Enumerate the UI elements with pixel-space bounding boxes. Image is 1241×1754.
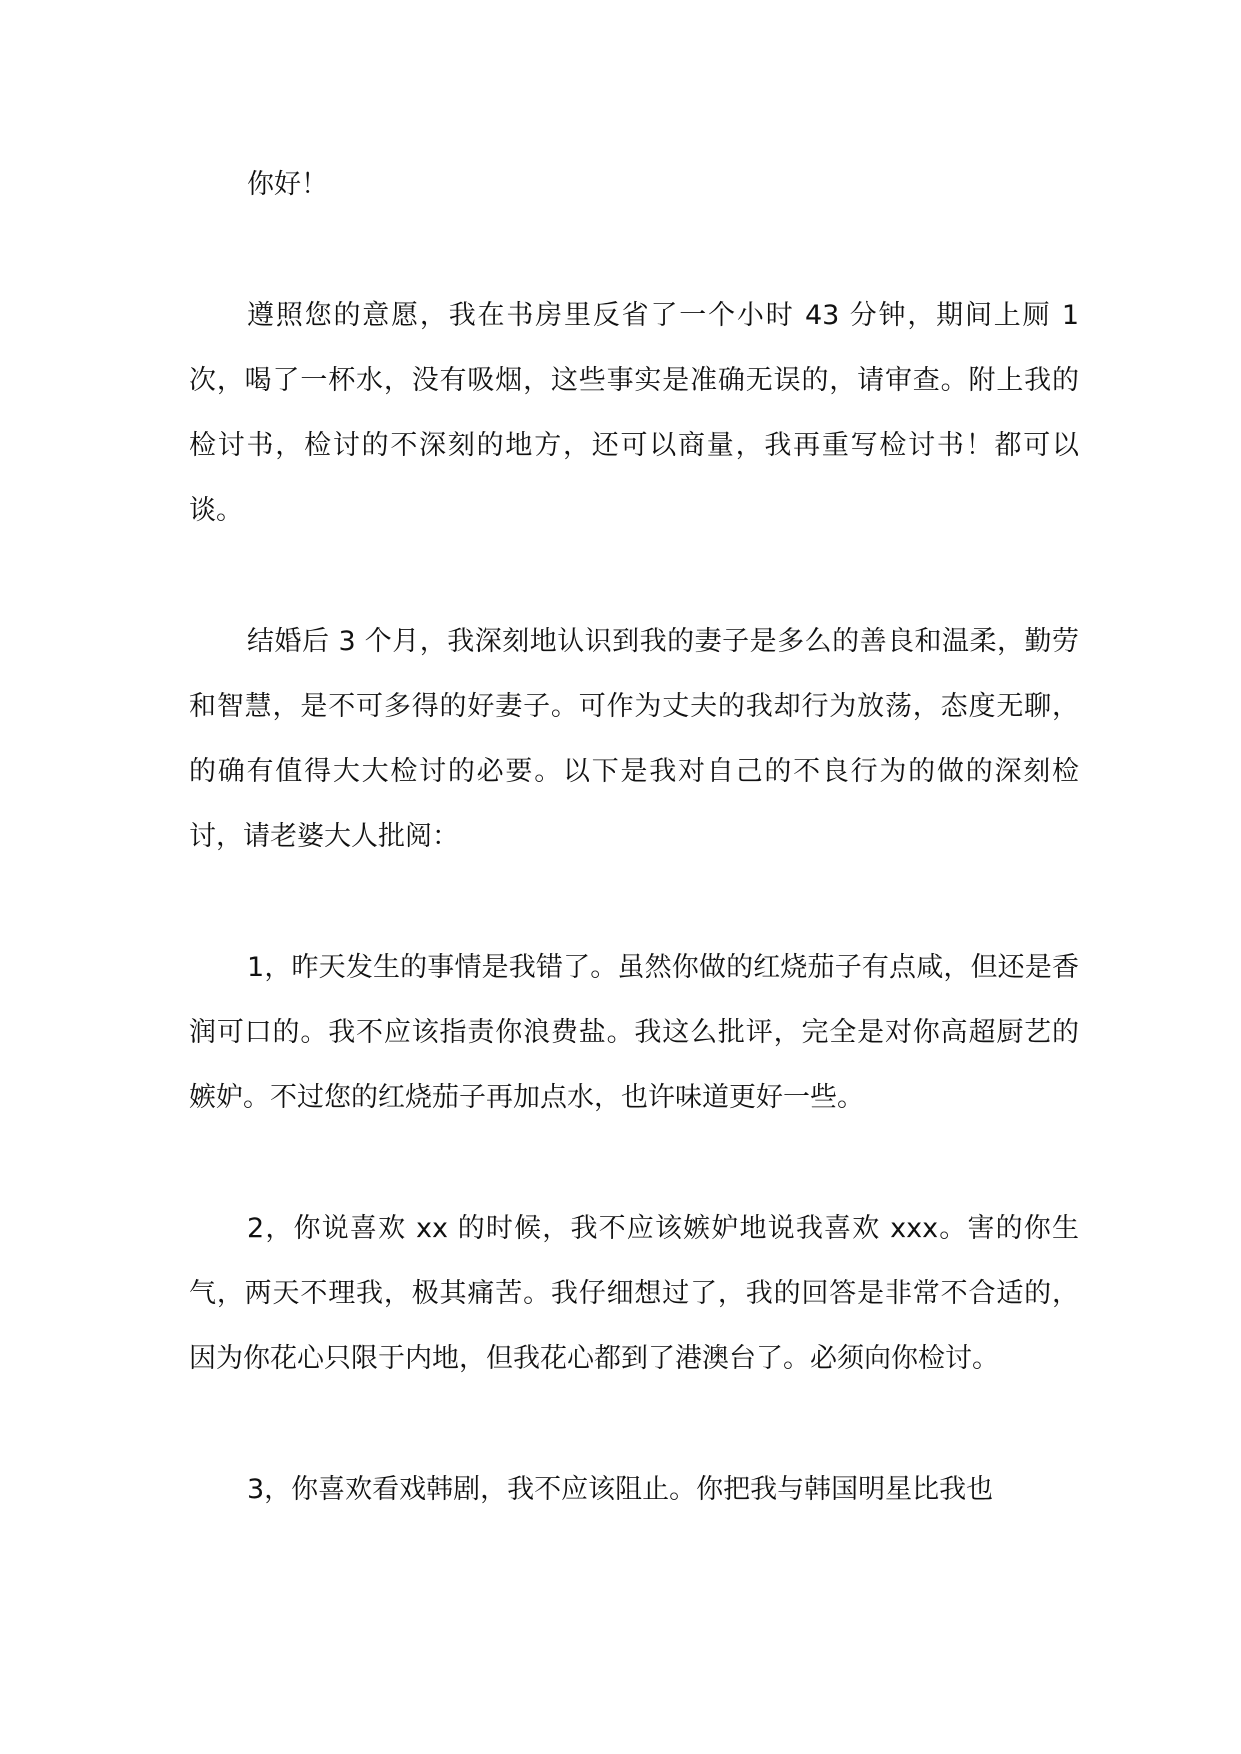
reflection-paragraph: 结婚后 3 个月，我深刻地认识到我的妻子是多么的善良和温柔，勤劳和智慧，是不可多得的好妻子。可作为丈夫的我却行为放荡，态度无聊，的确有值得大大检讨的必要。以下是我对自己的不良行为的做的深刻检讨，请老婆大人批阅： — [189, 626, 1079, 852]
paragraph-gap — [189, 1130, 1079, 1196]
paragraph-gap — [189, 217, 1079, 283]
item-2-paragraph: 2，你说喜欢 xx 的时候，我不应该嫉妒地说我喜欢 xxx。害的你生气，两天不理我，极其痛苦。我仔细想过了，我的回答是非常不合适的，因为你花心只限于内地，但我花心都到了港澳台了。必须向你检讨。 — [189, 1213, 1079, 1374]
paragraph-gap — [189, 543, 1079, 609]
paragraph-gap — [189, 1391, 1079, 1457]
document-body — [189, 152, 1079, 1522]
greeting-paragraph: 你好！ — [247, 169, 328, 200]
item-1-paragraph: 1，昨天发生的事情是我错了。虽然你做的红烧茄子有点咸，但还是香润可口的。我不应该指责你浪费盐。我这么批评，完全是对你高超厨艺的嫉妒。不过您的红烧茄子再加点水，也许味道更好一些。 — [189, 952, 1079, 1113]
paragraph-gap — [189, 869, 1079, 935]
intro-paragraph: 遵照您的意愿，我在书房里反省了一个小时 43 分钟，期间上厕 1 次，喝了一杯水，没有吸烟，这些事实是准确无误的，请审查。附上我的检讨书，检讨的不深刻的地方，还可以商量，我再重写检讨书！都可以谈。 — [189, 300, 1079, 526]
item-3-paragraph: 3，你喜欢看戏韩剧，我不应该阻止。你把我与韩国明星比我也 — [247, 1474, 994, 1505]
